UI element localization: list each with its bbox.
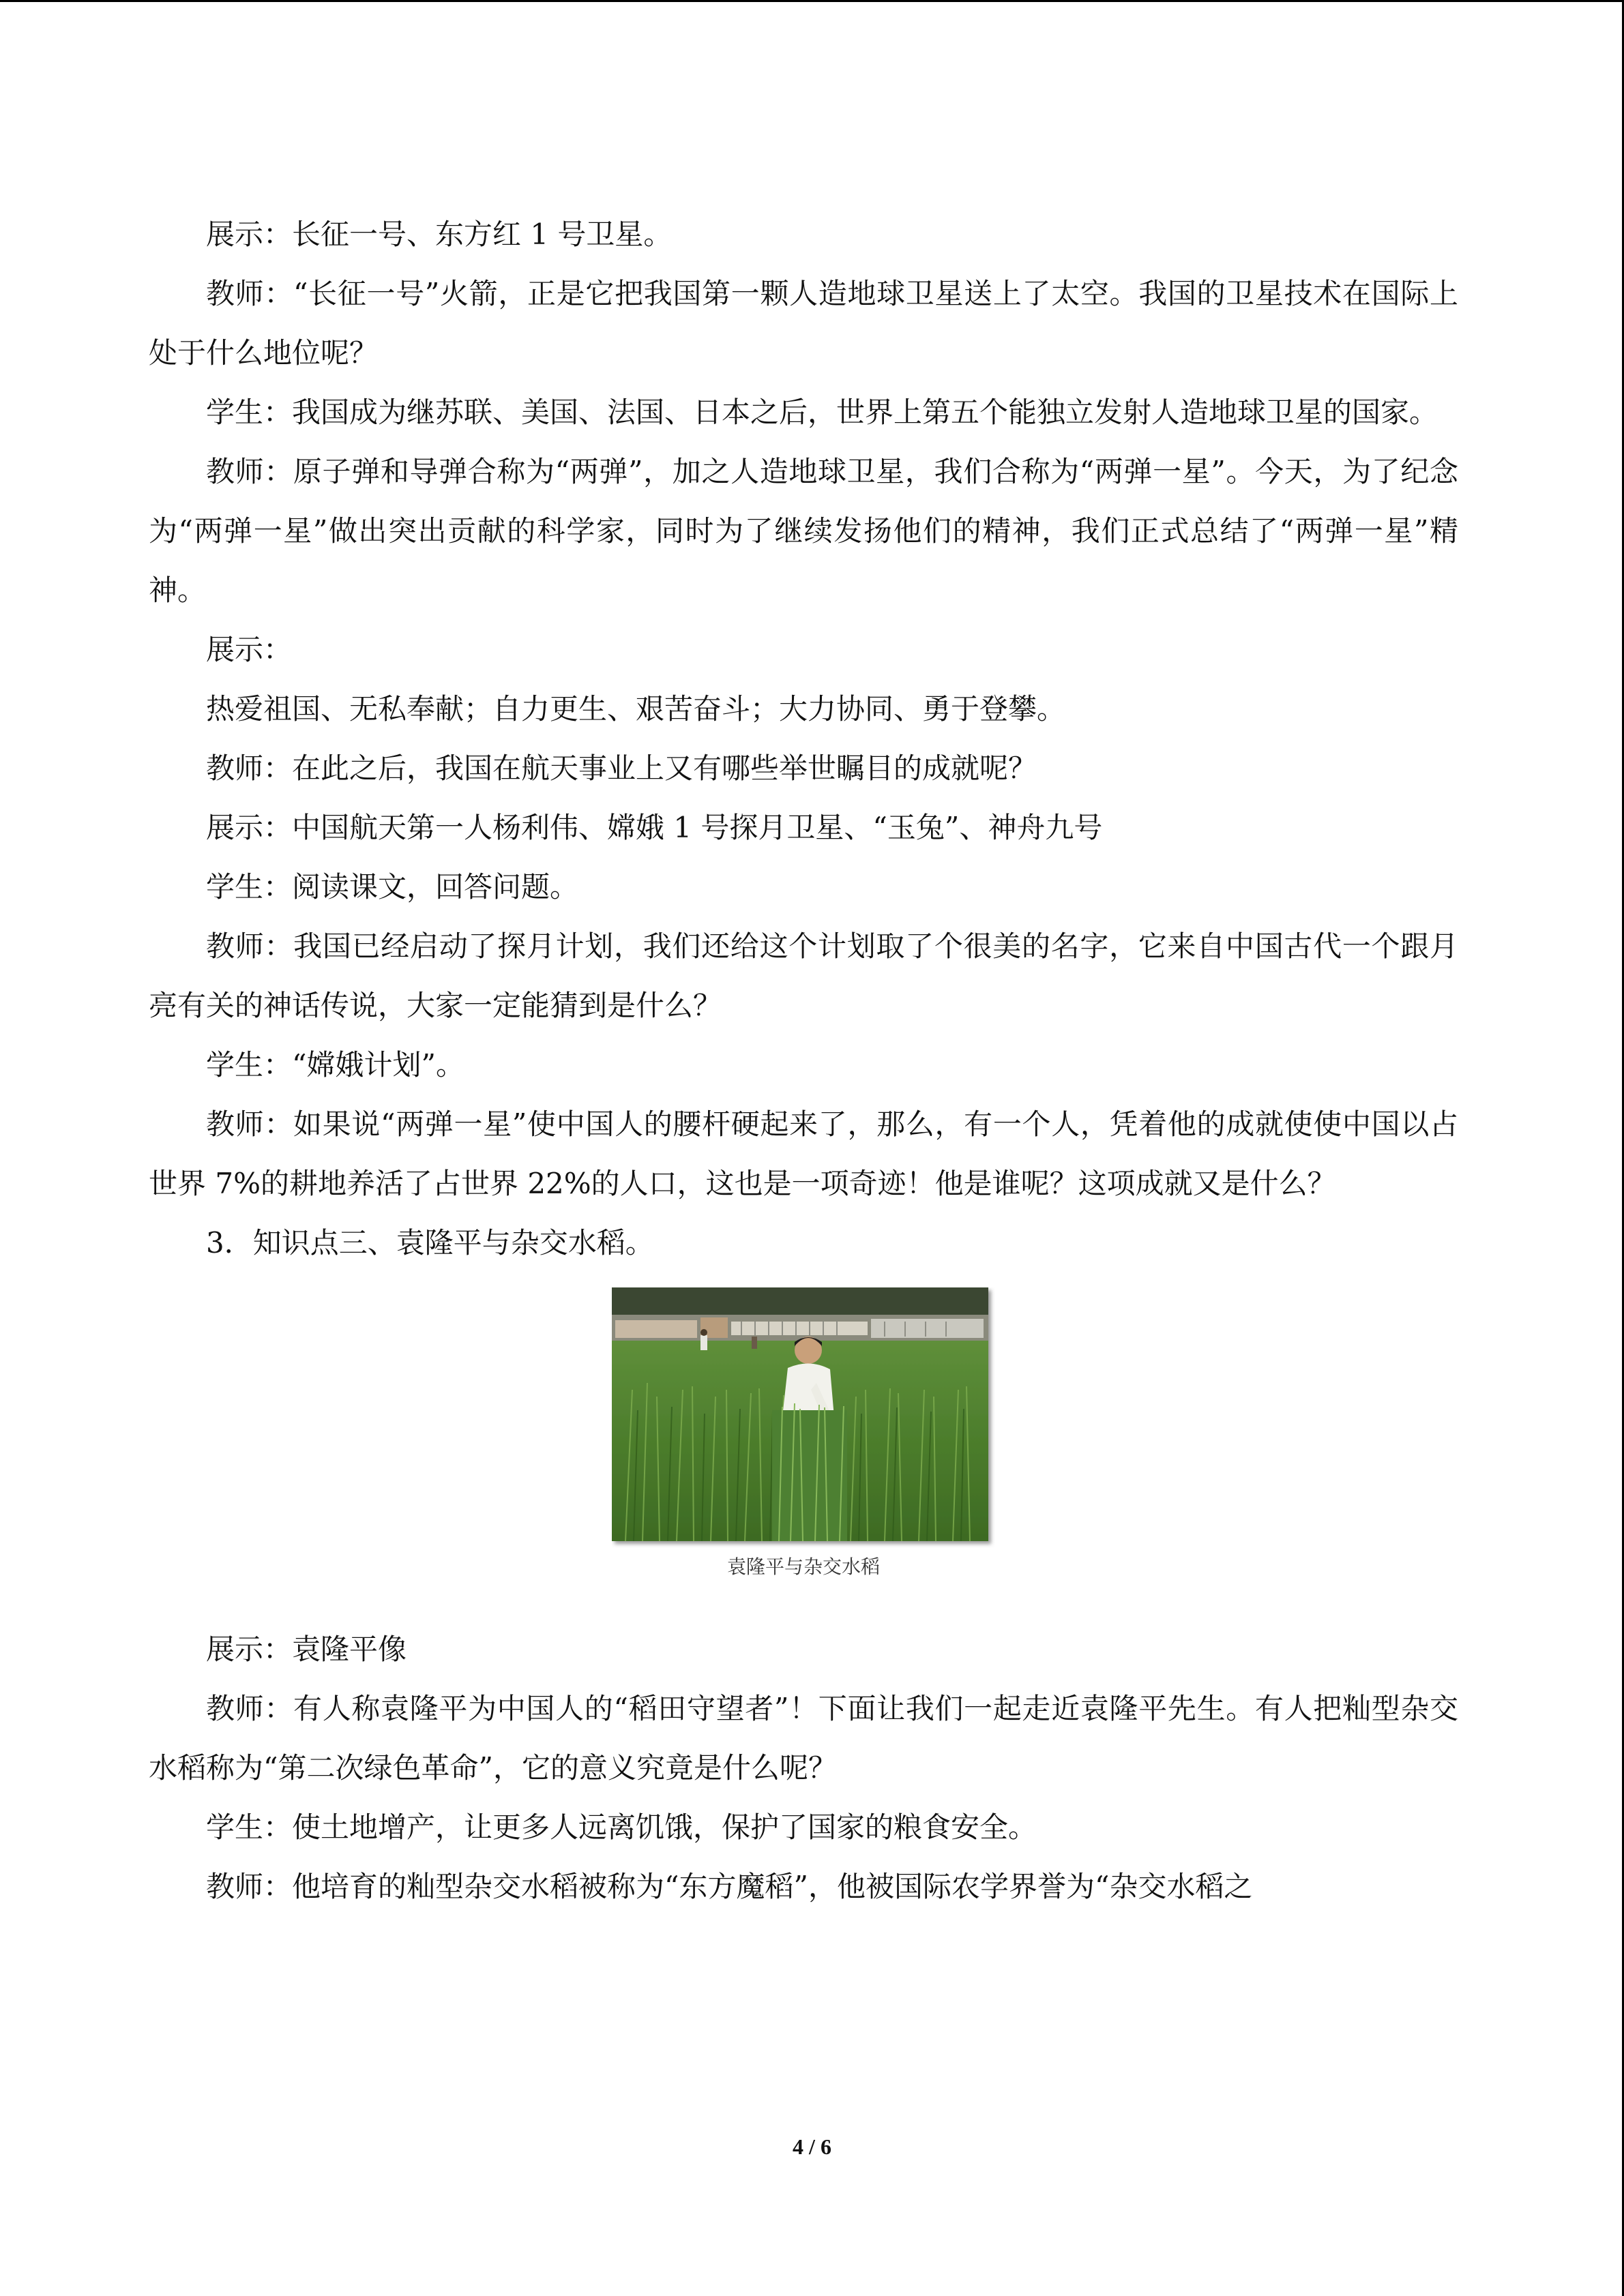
paragraph: 展示： <box>206 633 293 666</box>
paragraph: 热爱祖国、无私奉献；自力更生、艰苦奋斗；大力协同、勇于登攀。 <box>206 692 1066 726</box>
paragraph: 教师：他培育的籼型杂交水稻被称为“东方魔稻”，他被国际农学界誉为“杂交水稻之 <box>206 1870 1253 1903</box>
paragraph: 展示：袁隆平像 <box>206 1632 407 1666</box>
paragraph: 展示：长征一号、东方红 1 号卫星。 <box>206 218 673 251</box>
paragraph: 学生：阅读课文，回答问题。 <box>206 870 579 904</box>
paragraph: 教师：在此之后，我国在航天事业上又有哪些举世瞩目的成就呢？ <box>206 751 1037 785</box>
paragraph: 学生：“嫦娥计划”。 <box>206 1048 464 1082</box>
paragraph: 学生：使土地增产，让更多人远离饥饿，保护了国家的粮食安全。 <box>206 1810 1037 1844</box>
figure <box>609 1287 998 1582</box>
figure-caption: 袁隆平与杂交水稻 <box>726 1555 880 1578</box>
paragraph: 学生：我国成为继苏联、美国、法国、日本之后，世界上第五个能独立发射人造地球卫星的国家。 <box>206 396 1438 429</box>
rice-field-photo <box>612 1287 995 1548</box>
document-body <box>149 205 1458 1916</box>
paragraph: 教师：我国已经启动了探月计划，我们还给这个计划取了个很美的名字，它来自中国古代一个跟月亮有关的神话传说，大家一定能猜到是什么？ <box>149 929 1458 1022</box>
paragraph: 展示：中国航天第一人杨利伟、嫦娥 1 号探月卫星、“玉兔”、神舟九号 <box>206 811 1103 844</box>
paragraph: 教师：“长征一号”火箭，正是它把我国第一颗人造地球卫星送上了太空。我国的卫星技术在国际上处于什么地位呢？ <box>149 277 1458 370</box>
paragraph: 教师：有人称袁隆平为中国人的“稻田守望者”！下面让我们一起走近袁隆平先生。有人把籼型杂交水稻称为“第二次绿色革命”，它的意义究竟是什么呢？ <box>149 1692 1458 1785</box>
page-top-border <box>0 0 1624 2</box>
page-number: 4 / 6 <box>793 2134 831 2159</box>
section-heading: 3．知识点三、袁隆平与杂交水稻。 <box>206 1226 654 1259</box>
paragraph: 教师：原子弹和导弹合称为“两弹”，加之人造地球卫星，我们合称为“两弹一星”。今天，为了纪念为“两弹一星”做出突出贡献的科学家，同时为了继续发扬他们的精神，我们正式总结了“两弹一星”精神。 <box>149 455 1458 607</box>
paragraph: 教师：如果说“两弹一星”使中国人的腰杆硬起来了，那么，有一个人，凭着他的成就使使中国以占世界 7%的耕地养活了占世界 22%的人口，这也是一项奇迹！他是谁呢？这项成就又是什么？ <box>149 1107 1458 1200</box>
